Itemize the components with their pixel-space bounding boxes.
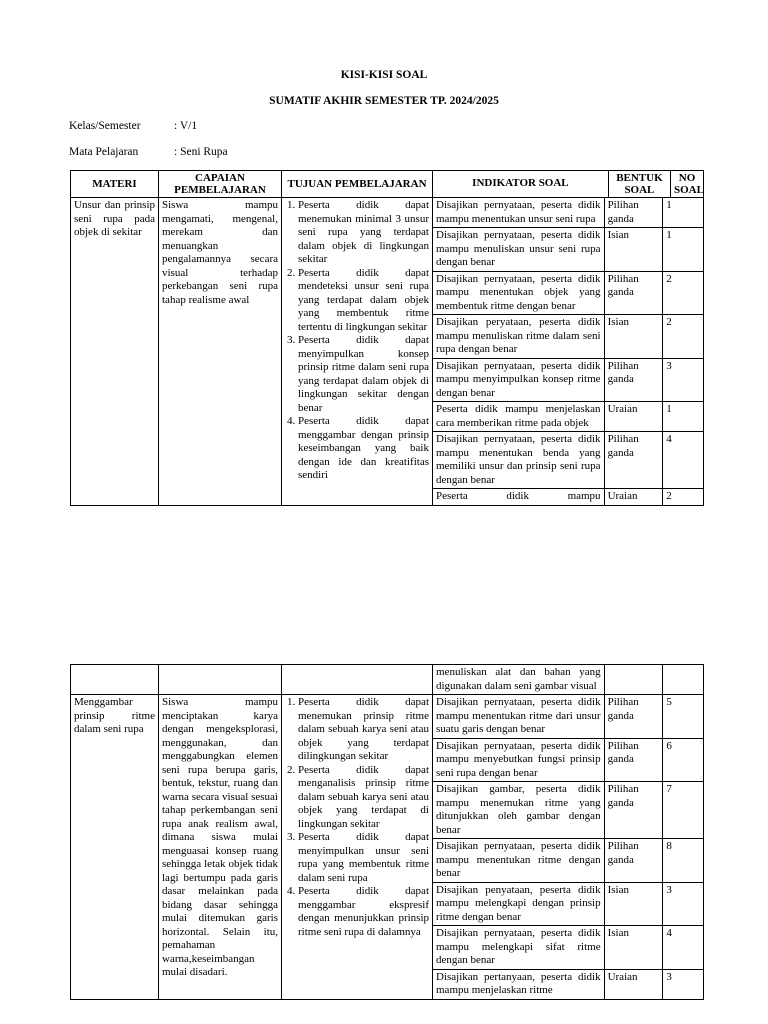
header-bentuk: BENTUK SOAL	[616, 172, 663, 196]
indikator-cell: Disajikan peryataan, peserta didik mampu menuliskan ritme dalam seni rupa dengan benar	[433, 315, 604, 359]
list-item: 2. Peserta didik dapat mendeteksi unsur seni rupa yang terdapat dalam objek yang membentuk ritme tertentu di lingkungan sekitar	[298, 267, 429, 335]
indikator-subtable	[433, 198, 703, 505]
no-cell: 3	[663, 358, 703, 402]
indikator-cell: Disajikan pernyataan, peserta didik mampu menentukan ritme dari unsur suatu garis dengan benar	[433, 695, 604, 738]
no-cell: 2	[666, 490, 672, 502]
bentuk-cell: Pilihan ganda	[604, 432, 663, 489]
bentuk-cell: Uraian	[604, 489, 663, 505]
table-row	[433, 782, 703, 839]
no-cell: 2	[663, 271, 703, 315]
field-label: Mata Pelajaran	[69, 146, 139, 158]
indikator-cell: Disajikan pertanyaan, peserta didik mampu menjelaskan ritme	[433, 969, 604, 999]
list-item: 1. Peserta didik dapat menemukan minimal 3 unsur seni rupa yang terdapat dalam objek di lingkungan sekitar	[298, 199, 429, 267]
no-cell: 1	[663, 228, 703, 272]
header-indikator: INDIKATOR SOAL	[433, 171, 608, 197]
cell-capaian: Siswa mampu menciptakan karya dengan mengeksplorasi, menggunakan, dan menggabungkan elemen seni rupa berupa garis, bentuk, tekstur, ruang dan warna secara visual sesuai tahap perkembangan seni rupa anak realism awal, dimana siswa mulai menguasai konsep ruang sehingga letak objek tidak lagi bertumpu pada garis dasar melainkan pada bidang dasar sehingga mulai ditemukan garis horizontal. Selain itu, pemahaman warna,keseimbangan mulai disadari.	[159, 695, 282, 1000]
table-row	[433, 695, 703, 738]
indikator-cell: Disajikan pernyataan, peserta didik mampu menyebutkan fungsi prinsip seni rupa dengan benar	[433, 738, 604, 782]
no-cell: 5	[663, 695, 703, 738]
list-item: 2. Peserta didik dapat menganalisis prinsip ritme dalam sebuah karya seni atau objek yang terdapat di lingkungan sekitar	[298, 764, 429, 832]
no-cell: 2	[663, 315, 703, 359]
tujuan-list	[285, 696, 429, 939]
document-subtitle: SUMATIF AKHIR SEMESTER TP. 2024/2025	[269, 95, 499, 107]
no-cell: 7	[663, 782, 703, 839]
table-row	[433, 228, 703, 272]
no-cell: 1	[663, 402, 703, 432]
indikator-cell: menuliskan alat dan bahan yang digunakan dalam seni gambar visual	[433, 665, 604, 694]
document-title: KISI-KISI SOAL	[340, 69, 428, 81]
tujuan-list	[285, 199, 429, 483]
indikator-subtable	[433, 695, 703, 999]
cell-capaian: Siswa mampu mengamati, mengenal, merekam dan menuangkan pengalamannya secara visual terhadap perkebangan seni rupa tahap realisme awal	[159, 198, 282, 506]
cell-materi: Unsur dan prinsip seni rupa pada objek di sekitar	[71, 198, 159, 506]
cell-tujuan-empty	[282, 665, 433, 695]
field-kelas	[69, 120, 197, 132]
cell-tujuan	[282, 198, 433, 506]
cell-materi: Menggambar prinsip ritme dalam seni rupa	[71, 695, 159, 1000]
no-cell	[663, 665, 703, 694]
no-cell: 3	[663, 882, 703, 926]
table-row	[433, 315, 703, 359]
bentuk-cell: Isian	[604, 926, 663, 970]
no-cell: 3	[666, 970, 672, 983]
bentuk-cell: Isian	[604, 315, 663, 359]
bentuk-cell: Uraian	[604, 402, 663, 432]
bentuk-cell: Pilihan ganda	[604, 839, 663, 883]
indikator-cell: Disajikan penyataan, peserta didik mampu melengkapi dengan prinsip ritme dengan benar	[433, 882, 604, 926]
table-row	[433, 738, 703, 782]
table-row	[433, 969, 703, 999]
indikator-cell: Peserta didik mampu menjelaskan cara memberikan ritme pada objek	[433, 402, 604, 432]
no-cell: 8	[663, 839, 703, 883]
field-value: : Seni Rupa	[174, 146, 228, 158]
list-item: 3. Peserta didik dapat menyimpulkan unsur seni rupa yang membentuk ritme dalam seni rupa	[298, 831, 429, 885]
cell-materi-empty	[71, 665, 159, 695]
bentuk-cell: Isian	[604, 228, 663, 272]
field-label: Kelas/Semester	[69, 120, 141, 132]
header-materi: MATERI	[71, 171, 159, 198]
bentuk-cell: Pilihan ganda	[604, 358, 663, 402]
bentuk-cell: Pilihan ganda	[604, 695, 663, 738]
bentuk-cell: Pilihan ganda	[604, 782, 663, 839]
field-value: : V/1	[174, 120, 198, 132]
header-no: NO SOAL	[671, 171, 704, 198]
indikator-cell: Disajikan pernyataan, peserta didik mampu menentukan unsur seni rupa	[433, 198, 604, 228]
bentuk-cell: Pilihan ganda	[604, 271, 663, 315]
table-row	[433, 432, 703, 489]
list-item: 1. Peserta didik dapat menemukan prinsip ritme dalam sebuah karya seni atau objek yang terdapat dilingkungan sekitar	[298, 696, 429, 764]
indikator-cell: Disajikan pernyataan, peserta didik mampu menentukan ritme dengan benar	[433, 839, 604, 883]
table-row	[433, 198, 703, 228]
bentuk-cell: Isian	[604, 882, 663, 926]
bentuk-cell: Pilihan ganda	[604, 198, 663, 228]
table-header-row	[71, 171, 704, 198]
table-row	[71, 695, 704, 1000]
cell-tujuan	[282, 695, 433, 1000]
cell-capaian-empty	[159, 665, 282, 695]
kisi-kisi-table-continued	[70, 664, 704, 1000]
bentuk-cell: Uraian	[604, 969, 663, 999]
list-item: 4. Peserta didik dapat menggambar dengan prinsip keseimbangan yang baik dengan ide dan kreatifitas sendiri	[298, 415, 429, 483]
field-mapel	[69, 146, 228, 158]
table-row	[433, 489, 703, 505]
table-row	[433, 882, 703, 926]
indikator-cell: Disajikan pernyataan, peserta didik mampu melengkapi sifat ritme dengan benar	[433, 926, 604, 970]
bentuk-cell: Pilihan ganda	[604, 738, 663, 782]
table-row	[433, 839, 703, 883]
no-cell: 4	[663, 432, 703, 489]
header-capaian: CAPAIAN PEMBELAJARAN	[159, 171, 282, 198]
header-tujuan: TUJUAN PEMBELAJARAN	[282, 171, 433, 198]
table-row	[433, 271, 703, 315]
table-row	[433, 402, 703, 432]
list-item: 4. Peserta didik dapat menggambar ekspresif dengan menunjukkan prinsip ritme seni rupa di dalamnya	[298, 885, 429, 939]
kisi-kisi-table	[70, 170, 704, 506]
no-cell: 4	[663, 926, 703, 970]
no-cell: 1	[663, 198, 703, 228]
table-row	[433, 926, 703, 970]
table-row	[71, 665, 704, 695]
indikator-cell: Disajikan pernyataan, peserta didik mampu menentukan benda yang memiliki unsur dan prinsip seni rupa dengan benar	[433, 432, 604, 489]
table-row	[71, 198, 704, 506]
table-row	[433, 358, 703, 402]
list-item: 3. Peserta didik dapat menyimpulkan konsep prinsip ritme dalam seni rupa yang terdapat dalam objek di lingkungan sekitar dengan benar	[298, 334, 429, 415]
indikator-cell: Disajikan pernyataan, peserta didik mampu menuliskan unsur seni rupa dengan benar	[433, 228, 604, 272]
no-cell: 6	[663, 738, 703, 782]
indikator-cell: Peserta didik mampu	[433, 489, 604, 505]
indikator-cell: Disajikan gambar, peserta didik mampu menemukan ritme yang ditunjukkan oleh gambar dengan benar	[433, 782, 604, 839]
indikator-cell: Disajikan pernyataan, peserta didik mampu menentukan objek yang membentuk ritme dengan benar	[433, 271, 604, 315]
indikator-cell: Disajikan pernyataan, peserta didik mampu menyimpulkan konsep ritme dengan benar	[433, 358, 604, 402]
bentuk-cell	[604, 665, 663, 694]
